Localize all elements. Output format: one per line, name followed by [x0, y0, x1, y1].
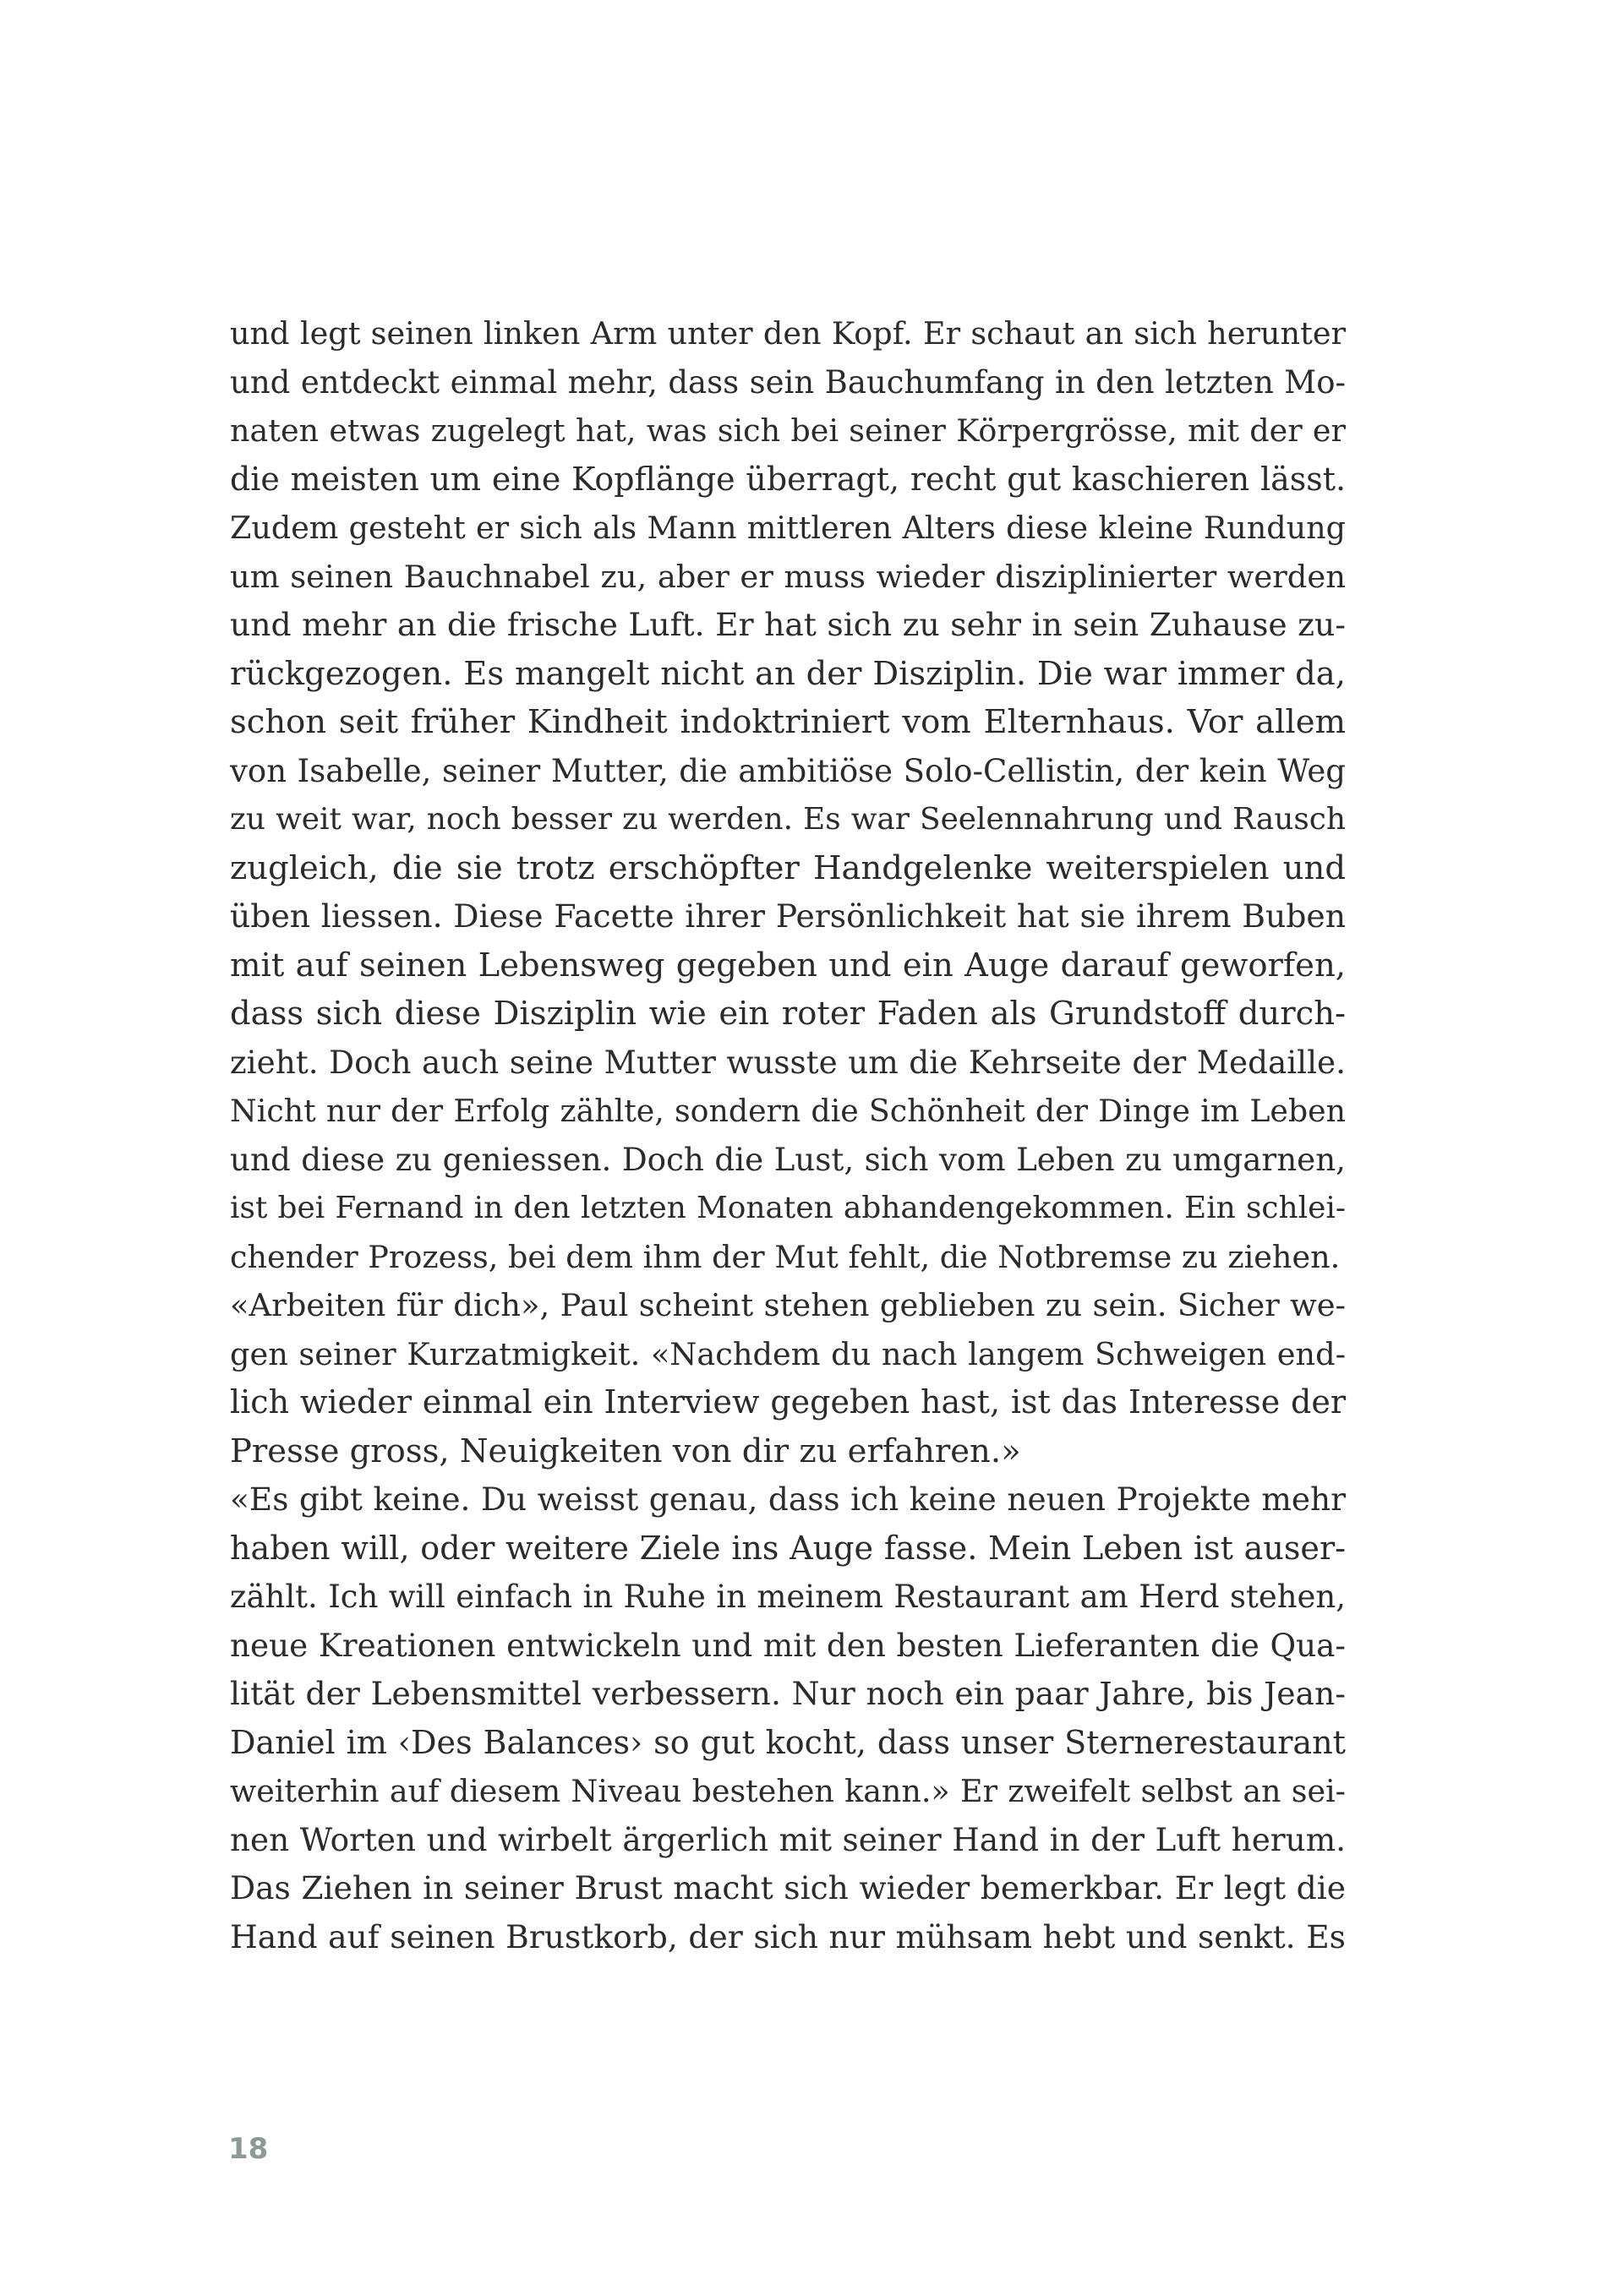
text-line: ist bei Fernand in den letzten Monaten abhandengekommen. Ein schlei-	[230, 1191, 1346, 1225]
text-line: rückgezogen. Es mangelt nicht an der Disziplin. Die war immer da,	[230, 654, 1346, 693]
text-line: lität der Lebensmittel verbessern. Nur noch ein paar Jahre, bis Jean-	[230, 1675, 1346, 1712]
text-line: «Arbeiten für dich», Paul scheint stehen geblieben zu sein. Sicher we-	[230, 1287, 1346, 1323]
text-line: zugleich, die sie trotz erschöpfter Handgelenke weiterspielen und	[230, 848, 1346, 887]
text-line: nen Worten und wirbelt ärgerlich mit seiner Hand in der Luft herum.	[230, 1820, 1346, 1858]
text-line: die meisten um eine Kopflänge überragt, recht gut kaschieren lässt.	[230, 460, 1346, 498]
text-line: und mehr an die frische Luft. Er hat sich zu sehr in sein Zuhause zu-	[230, 606, 1346, 643]
text-line: von Isabelle, seiner Mutter, die ambitiöse Solo-Cellistin, der kein Weg	[230, 752, 1346, 789]
text-line: zu weit war, noch besser zu werden. Es war Seelennahrung und Rausch	[230, 802, 1346, 837]
body-text	[230, 309, 1346, 1961]
text-line: um seinen Bauchnabel zu, aber er muss wieder disziplinierter werden	[230, 558, 1346, 595]
text-line: zählt. Ich will einfach in Ruhe in meinem Restaurant am Herd stehen,	[230, 1579, 1346, 1615]
text-line: neue Kreationen entwickeln und mit den besten Lieferanten die Qua-	[230, 1626, 1346, 1664]
text-line: zieht. Doch auch seine Mutter wusste um die Kehrseite der Medaille.	[230, 1043, 1346, 1081]
text-line: schon seit früher Kindheit indoktriniert vom Elternhaus. Vor allem	[230, 703, 1346, 741]
text-line: und diese zu geniessen. Doch die Lust, sich vom Leben zu umgarnen,	[230, 1140, 1346, 1178]
text-line: naten etwas zugelegt hat, was sich bei seiner Körpergrösse, mit der er	[230, 412, 1346, 449]
page-number: 18	[228, 2132, 269, 2166]
text-line: Daniel im ‹Des Balances› so gut kocht, dass unser Sternerestaurant	[230, 1723, 1346, 1761]
text-line: lich wieder einmal ein Interview gegeben hast, ist das Interesse der	[230, 1383, 1346, 1421]
text-line: und legt seinen linken Arm unter den Kopf. Er schaut an sich herunter	[230, 315, 1346, 352]
text-line: Hand auf seinen Brustkorb, der sich nur mühsam hebt und senkt. Es	[230, 1917, 1346, 1955]
text-line: und entdeckt einmal mehr, dass sein Bauchumfang in den letzten Mo-	[230, 363, 1346, 401]
text-line: mit auf seinen Lebensweg gegeben und ein Auge darauf geworfen,	[230, 946, 1346, 984]
text-line: üben liessen. Diese Facette ihrer Persönlichkeit hat sie ihrem Buben	[230, 897, 1346, 935]
text-line: Presse gross, Neuigkeiten von dir zu erfahren.»	[230, 1432, 1021, 1470]
text-line: Nicht nur der Erfolg zählte, sondern die Schönheit der Dinge im Leben	[230, 1093, 1346, 1129]
text-line: dass sich diese Disziplin wie ein roter Faden als Grundstoff durch-	[230, 995, 1346, 1033]
text-line: gen seiner Kurzatmigkeit. «Nachdem du nach langem Schweigen end-	[230, 1335, 1346, 1372]
text-line: chender Prozess, bei dem ihm der Mut fehlt, die Notbremse zu ziehen.	[230, 1238, 1341, 1275]
text-line: «Es gibt keine. Du weisst genau, dass ich keine neuen Projekte mehr	[230, 1481, 1346, 1518]
text-line: Zudem gesteht er sich als Mann mittleren Alters diese kleine Rundung	[230, 510, 1346, 546]
text-line: weiterhin auf diesem Niveau bestehen kann.» Er zweifelt selbst an sei-	[230, 1773, 1346, 1809]
text-line: Das Ziehen in seiner Brust macht sich wieder bemerkbar. Er legt die	[230, 1869, 1346, 1906]
text-line: haben will, oder weitere Ziele ins Auge fasse. Mein Leben ist auser-	[230, 1529, 1346, 1567]
